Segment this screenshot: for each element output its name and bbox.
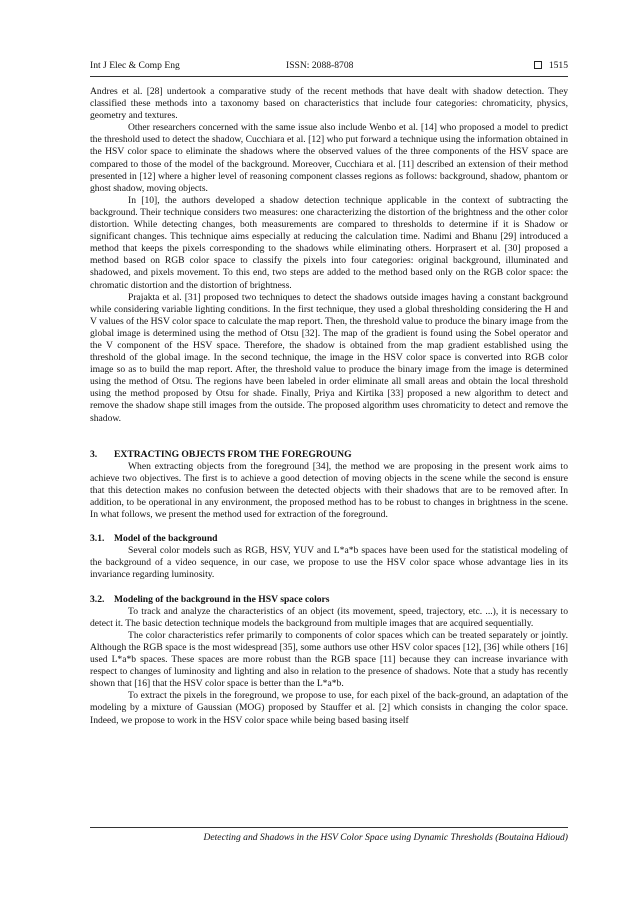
header-rule: [90, 76, 568, 77]
paragraph: Prajakta et al. [31] proposed two techniques to detect the shadows outside images having a constant background while considering variable lighting conditions. In the first technique, they used a global thresholding considering the H and V values of the HSV color space to calculate the map report. Then, the threshold value to produce the binary image from the global image is determined using the method of Otsu [32]. The map of the gradient is found using the Sobel operator and the V component of the HSV space. Therefore, the shadow is obtained from the map gradient established using the threshold of the global image. In the second technique, the image in the HSV color space is converted into RGB color image so as to build the map report. After, the threshold value to produce the binary image from the image is determined using the method of Otsu. The regions have been labeled in order eliminate all small areas and obtain the local threshold using the method proposed by Otsu for shade. Finally, Priya and Kirtika [33] proposed a new algorithm to detect and remove the shadow shape still images from the outside. The proposed algorithm uses chromaticity to detect and remove the shadow.: [90, 291, 568, 424]
subsection-title: Model of the background: [114, 533, 218, 545]
running-header: [90, 60, 568, 74]
footer-rule: [90, 827, 568, 828]
running-footer: Detecting and Shadows in the HSV Color Space using Dynamic Thresholds (Boutaina Hdioud): [203, 832, 568, 843]
paragraph: Andres et al. [28] undertook a comparative study of the recent methods that have dealt with shadow detection. They classified these methods into a taxonomy based on characteristics that include four categories: chromaticity, physics, geometry and textures.: [90, 86, 568, 122]
section-title: EXTRACTING OBJECTS FROM THE FOREGROUNG: [114, 448, 352, 460]
page-number: 1515: [548, 60, 568, 71]
paragraph: In [10], the authors developed a shadow detection technique applicable in the context of subtracting the background. Their technique considers two measures: one characterizing the distortion of the brightness and the other color distortion. While detecting changes, both measurements are compared to thresholds to determine if it is Shadow or significant changes. This technique aims especially at reducing the calculation time. Nadimi and Bhanu [29] introduced a method that keeps the pixels corresponding to the shadows while eliminating others. Horprasert et al. [30] proposed a method based on RGB color space to classify the pixels into four categories: original background, illuminated and shadowed, and pixels movement. To this end, two steps are added to the method based only on the RGB color space: the chromatic distortion and the distortion of brightness.: [90, 194, 568, 291]
paragraph: Several color models such as RGB, HSV, YUV and L*a*b spaces have been used for the statistical modeling of the background of a video sequence, in our case, we propose to use the HSV color space whose advantage lies in its invariance regarding luminosity.: [90, 545, 568, 581]
checkbox-square-icon: [534, 61, 542, 69]
section-heading: [90, 449, 568, 461]
subsection-heading: [90, 594, 568, 606]
issn: ISSN: 2088-8708: [286, 60, 354, 71]
body-text: [90, 86, 568, 727]
paragraph: To extract the pixels in the foreground, we propose to use, for each pixel of the back-ground, an adaptation of the modeling by a mixture of Gaussian (MOG) proposed by Stauffer et al. [2] which consists in changing the color space. Indeed, we propose to work in the HSV color space while being based basing itself: [90, 690, 568, 726]
subsection-title: Modeling of the background in the HSV space colors: [114, 593, 330, 605]
paragraph: Other researchers concerned with the same issue also include Wenbo et al. [14] who proposed a model to predict the threshold used to detect the shadow, Cucchiara et al. [12] who put forward a technique using the information obtained in the HSV color space to eliminate the shadows where the observed values of the three components of the HSV space are compared to those of the model of the background. Moreover, Cucchiara et al. [11] described an extension of their method presented in [12] where a higher level of reasoning component classes regions as follows: background, shadow, phantom or ghost shadow, moving objects.: [90, 122, 568, 194]
paragraph: The color characteristics refer primarily to components of color spaces which can be treated separately or jointly. Although the RGB space is the most widespread [35], some authors use other HSV color spaces [12], [36] while others [16] used L*a*b spaces. These spaces are more robust than the RGB space [11] because they can increase invariance with respect to changes of luminosity and lighting and also in relation to the presence of shadows. Note that a study has recently shown that [16] that the HSV color space is better than the L*a*b.: [90, 629, 568, 690]
subsection-number: 3.1.: [90, 533, 105, 545]
journal-name: Int J Elec & Comp Eng: [90, 60, 180, 71]
section-number: 3.: [90, 448, 98, 460]
subsection-heading: [90, 533, 568, 545]
subsection-number: 3.2.: [90, 593, 105, 605]
paragraph: To track and analyze the characteristics of an object (its movement, speed, trajectory, etc. ...), it is necessary to detect it. The basic detection technique models the background from multiple images that are acquired sequentially.: [90, 605, 568, 629]
paragraph: When extracting objects from the foreground [34], the method we are proposing in the present work aims to achieve two objectives. The first is to achieve a good detection of moving objects in the scene while the second is ensure that this detection makes no confusion between the detected objects with their shadows that are to be removed after. In addition, to be operational in any environment, the proposed method has to be robust to changes in brightness in the scene. In what follows, we present the method used for extraction of the foreground.: [90, 460, 568, 521]
